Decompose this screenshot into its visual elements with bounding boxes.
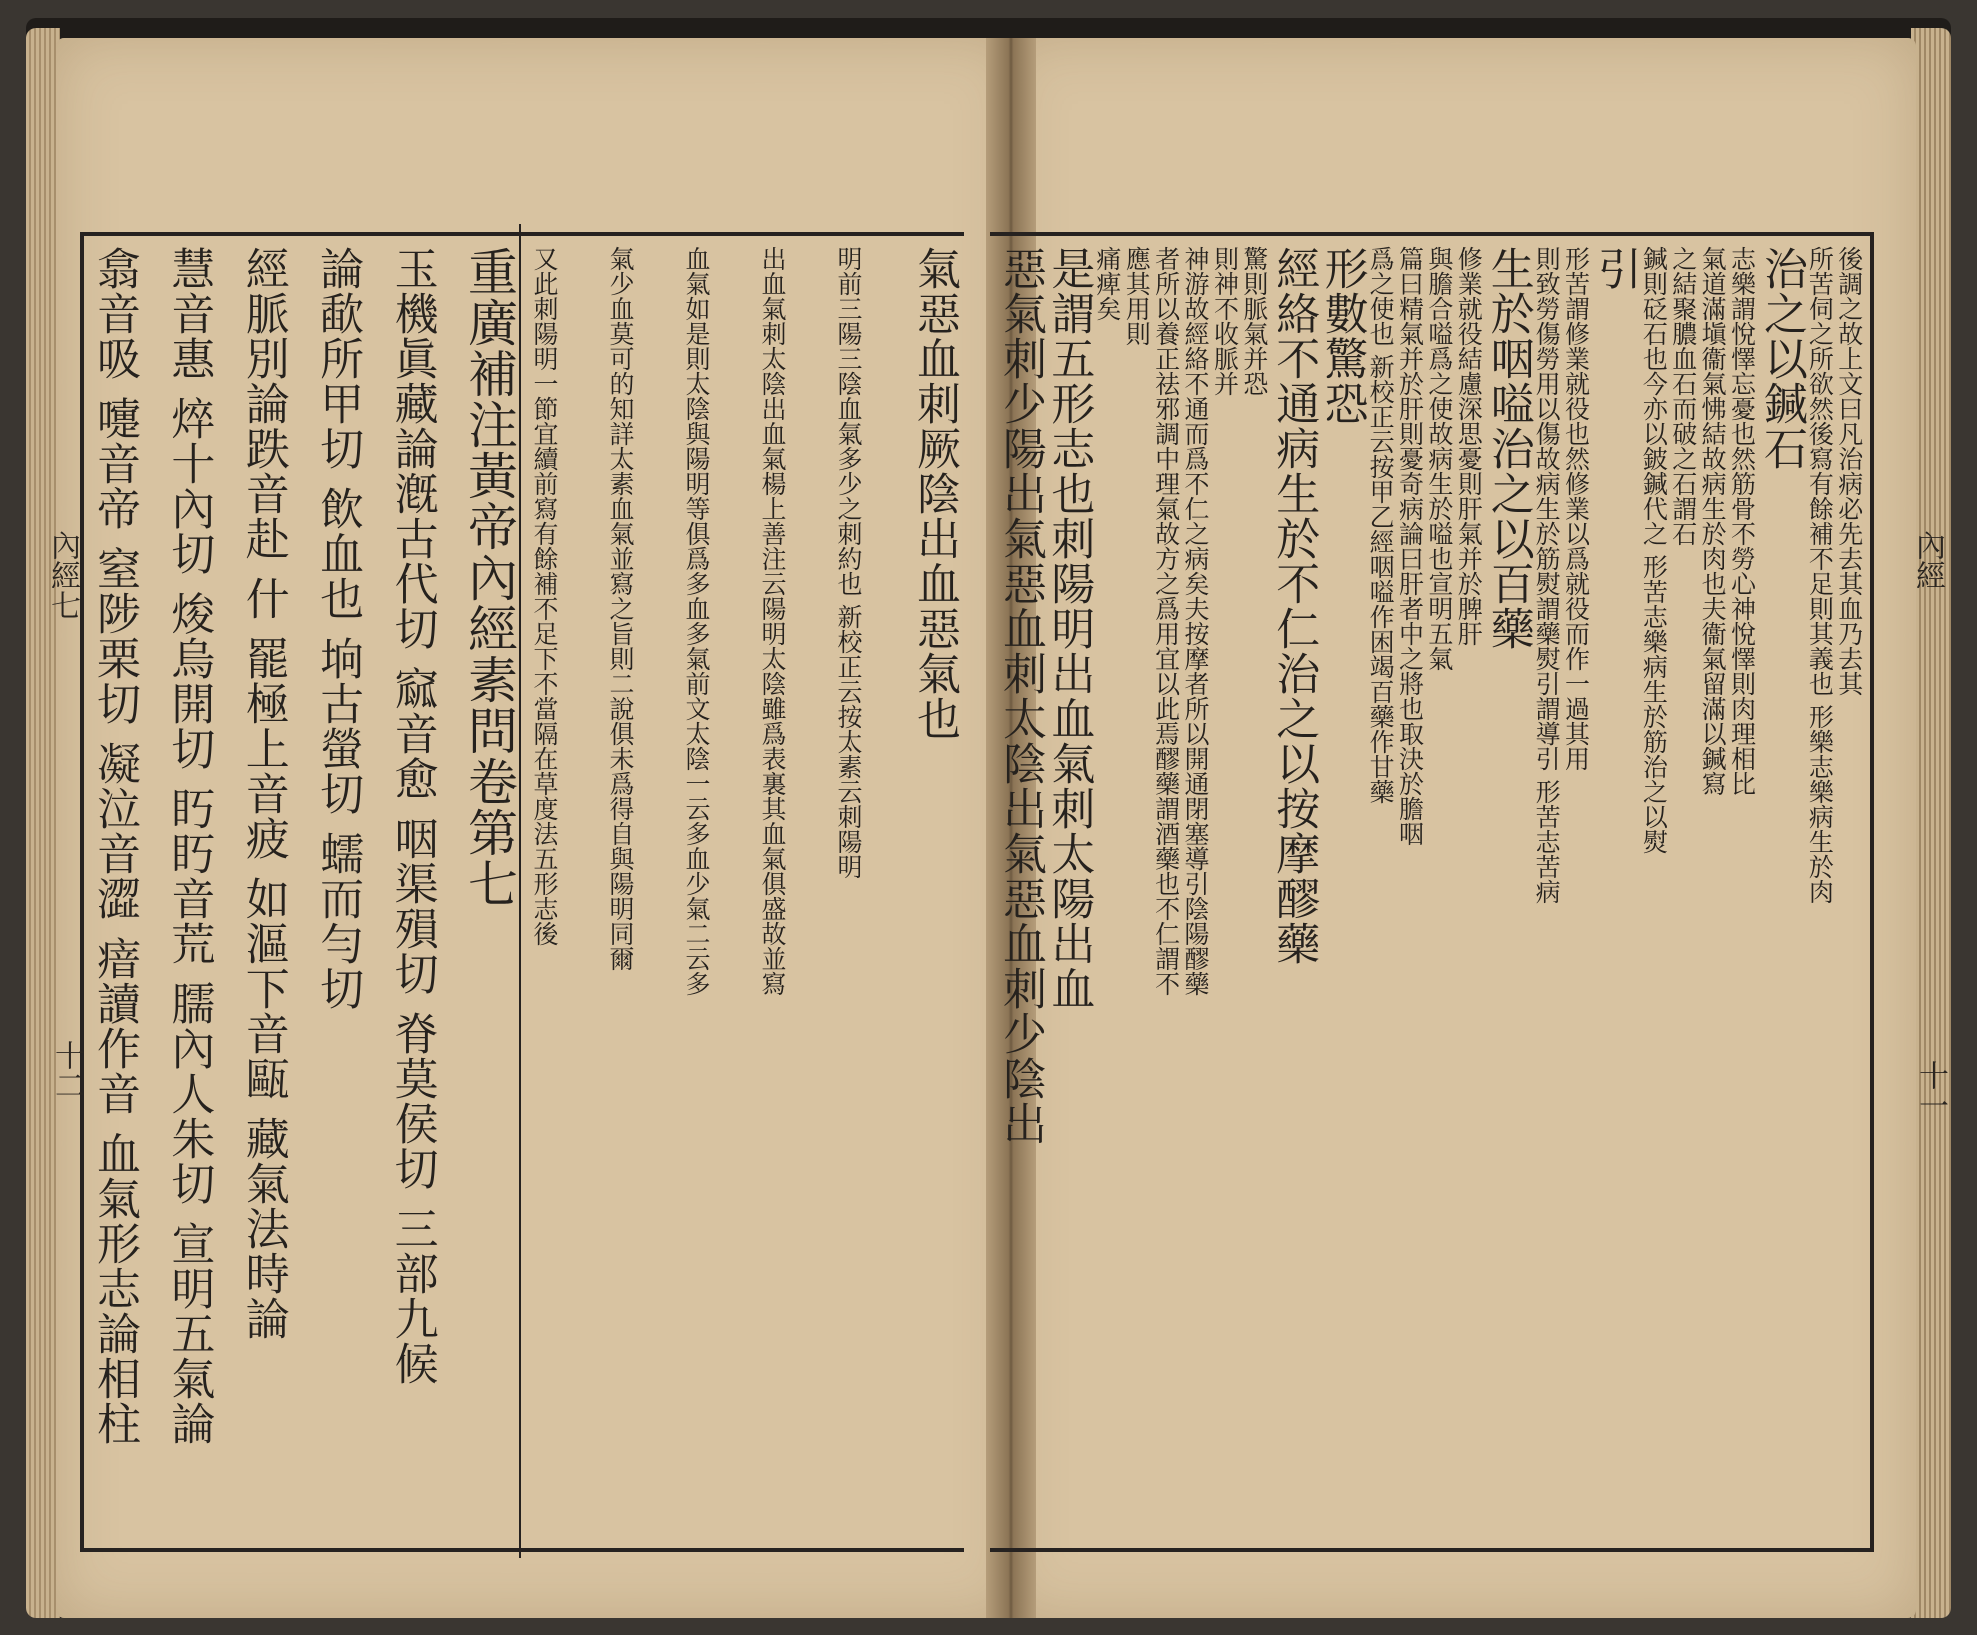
commentary-column: 痛痺矣	[1092, 246, 1122, 321]
main-text-column: 治之以鍼石	[1755, 246, 1807, 471]
commentary-column: 氣少血莫可的知詳太素血氣並寫之旨則二說俱未爲得自與陽明同爾	[606, 246, 635, 971]
column-divider	[519, 224, 521, 1558]
main-text-column: 形數驚恐	[1316, 246, 1368, 426]
right-columns	[995, 246, 1864, 1538]
main-text-column: 生於咽嗌治之以百藥	[1482, 246, 1534, 651]
main-text-column: 是謂五形志也刺陽明出血氣刺太陽出血	[1043, 246, 1095, 1011]
left-page-frame	[80, 232, 964, 1552]
commentary-column: 與膽合嗌爲之使故病生於嗌也宣明五氣	[1424, 246, 1454, 671]
right-folio-number: 十一	[1913, 1060, 1948, 1120]
commentary-column: 氣道滿塡衞氣怫結故病生於肉也夫衞氣留滿以鍼寫	[1698, 246, 1728, 796]
volume-title: 重廣補注黃帝內經素問卷第七	[459, 246, 518, 909]
page-edges-right	[1911, 28, 1951, 1618]
text-column: 論歃所甲切 飲血也 垧古螢切 蠕而勻切	[312, 246, 364, 1011]
commentary-column: 者所以養正祛邪調中理氣故方之爲用宜以此焉醪藥謂酒藥也不仁謂不	[1151, 246, 1181, 996]
commentary-column: 則神不收脈并	[1210, 246, 1240, 396]
commentary-column: 鍼則砭石也今亦以鈹鍼代之 形苦志樂病生於筋治之以熨	[1639, 246, 1669, 854]
commentary-column: 爲之使也 新校正云按甲乙經咽嗌作困竭百藥作甘藥	[1366, 246, 1396, 804]
commentary-column: 出血氣刺太陰出血氣楊上善注云陽明太陰雖爲表裏其血氣俱盛故並寫	[758, 246, 787, 996]
right-margin-label: 內經	[1910, 530, 1945, 590]
text-column: 玉機眞藏論漑古代切 窳音愈 咽渠殞切 脊莫侯切 三部九候	[386, 246, 438, 1386]
commentary-column: 明前三陽三陰血氣多少之刺約也 新校正云按太素云刺陽明	[834, 246, 863, 879]
left-margin-label: 內經七	[45, 530, 80, 620]
commentary-column: 驚則脈氣并恐	[1239, 246, 1269, 396]
text-column: 翕音吸 嚏音帝 窒陟栗切 凝泣音澀 瘖讀作音 血氣形志論相柱	[89, 246, 140, 1446]
right-page-frame	[990, 232, 1874, 1552]
commentary-column: 志樂謂悅懌忘憂也然筋骨不勞心神悅懌則肉理相比	[1727, 246, 1757, 796]
left-notes-columns	[530, 246, 960, 1538]
page-edges-left	[26, 28, 60, 1618]
main-text-column: 引	[1589, 246, 1641, 291]
main-text-column: 惡氣刺少陽出氣惡血刺太陰出氣惡血刺少陰出	[995, 246, 1046, 1146]
commentary-column: 篇曰精氣并於肝則憂奇病論曰肝者中之將也取決於膽咽	[1395, 246, 1425, 846]
commentary-column: 修業就役結慮深思憂則肝氣并於脾肝	[1454, 246, 1484, 646]
commentary-column: 神游故經絡不通而爲不仁之病矣夫按摩者所以開通閉塞導引陰陽醪藥	[1181, 246, 1211, 996]
text-column: 經脈別論跌音赴 什 罷極上音疲 如漚下音甌 藏氣法時論	[237, 246, 289, 1341]
commentary-column: 血氣如是則太陰與陽明等俱爲多血多氣前文太陰一云多血少氣二云多	[682, 246, 711, 996]
commentary-column: 應其用則	[1122, 246, 1152, 346]
commentary-column: 所苦伺之所欲然後寫有餘補不足則其義也 形樂志樂病生於肉	[1805, 246, 1835, 904]
left-folio-number: 十二	[49, 1040, 84, 1100]
commentary-column: 形苦謂修業就役也然修業以爲就役而作一過其用	[1561, 246, 1591, 771]
commentary-column: 則致勞傷勞用以傷故病生於筋熨謂藥熨引謂導引 形苦志苦病	[1532, 246, 1562, 904]
main-text-column: 經絡不通病生於不仁治之以按摩醪藥	[1268, 246, 1320, 966]
text-column: 慧音惠 焠十內切 焌烏開切 䀎䀎音荒 臑內人朱切 宣明五氣論	[163, 246, 215, 1446]
commentary-column: 之結聚膿血石而破之石謂石	[1668, 246, 1698, 546]
commentary-column: 後調之故上文曰凡治病必先去其血乃去其	[1834, 246, 1864, 696]
main-text-column: 氣惡血刺厥陰出血惡氣也	[909, 246, 960, 741]
left-main-columns	[89, 246, 518, 1538]
commentary-column: 又此刺陽明一節宜續前寫有餘補不足下不當隔在草度法五形志後	[530, 246, 559, 946]
